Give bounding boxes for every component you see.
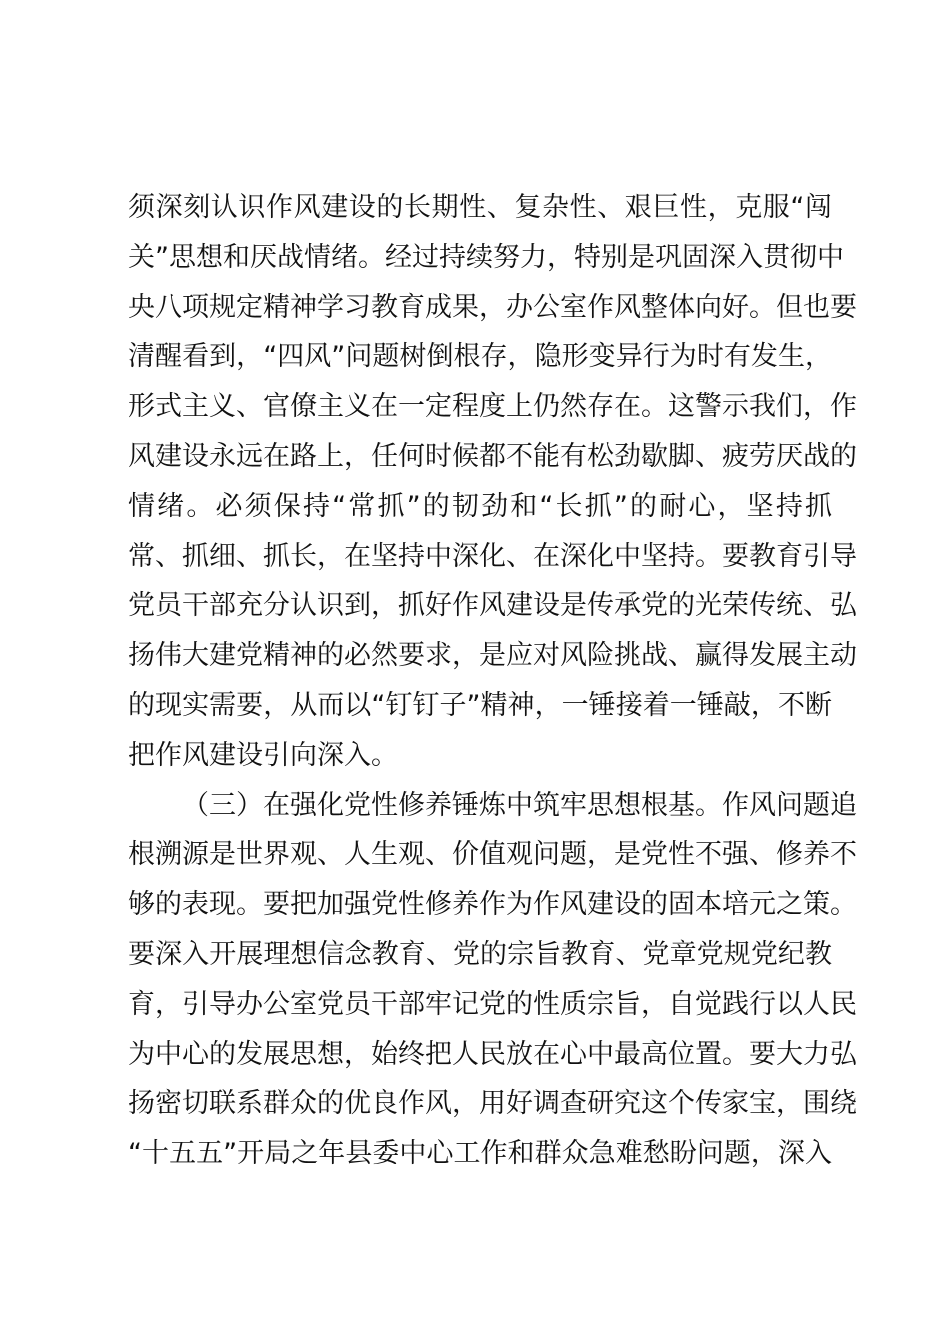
text-line: “十五五”开局之年县委中心工作和群众急难愁盼问题，深入: [128, 1138, 832, 1170]
text-line: 常、抓细、抓长，在坚持中深化、在深化中坚持。要教育引导: [128, 540, 857, 572]
paragraph-section-three-party-spirit: [128, 781, 857, 1179]
text-line: 够的表现。要把加强党性修养作为作风建设的固本培元之策。: [128, 889, 857, 921]
text-line: 形式主义、官僚主义在一定程度上仍然存在。这警示我们，作: [128, 391, 857, 423]
text-line: 的现实需要，从而以“钉钉子”精神，一锤接着一锤敲，不断: [128, 689, 832, 721]
text-line: 清醒看到，“四风”问题树倒根存，隐形变异行为时有发生，: [128, 341, 832, 373]
text-line: 育，引导办公室党员干部牢记党的性质宗旨，自觉践行以人民: [128, 988, 857, 1020]
section-heading-line: （三）在强化党性修养锤炼中筑牢思想根基。作风问题追: [182, 789, 857, 821]
text-line: 须深刻认识作风建设的长期性、复杂性、艰巨性，克服“闯: [128, 192, 832, 223]
text-line: 扬密切联系群众的优良作风，用好调查研究这个传家宝，围绕: [128, 1088, 857, 1120]
paragraph-work-style-persistence: [128, 183, 857, 781]
text-line: 情绪。必须保持“常抓”的韧劲和“长抓”的耐心，坚持抓: [128, 490, 832, 522]
text-line: 央八项规定精神学习教育成果，办公室作风整体向好。但也要: [128, 291, 857, 323]
text-line: 要深入开展理想信念教育、党的宗旨教育、党章党规党纪教: [128, 938, 832, 970]
text-line: 根溯源是世界观、人生观、价值观问题，是党性不强、修养不: [128, 839, 857, 871]
text-line: 党员干部充分认识到，抓好作风建设是传承党的光荣传统、弘: [128, 590, 857, 622]
text-line: 扬伟大建党精神的必然要求，是应对风险挑战、赢得发展主动: [128, 640, 857, 672]
text-line: 风建设永远在路上，任何时候都不能有松劲歇脚、疲劳厌战的: [128, 440, 857, 472]
document-body: [128, 183, 857, 1179]
text-line: 把作风建设引向深入。: [128, 739, 398, 771]
text-line: 为中心的发展思想，始终把人民放在心中最高位置。要大力弘: [128, 1038, 857, 1070]
text-line: 关”思想和厌战情绪。经过持续努力，特别是巩固深入贯彻中: [128, 241, 844, 273]
